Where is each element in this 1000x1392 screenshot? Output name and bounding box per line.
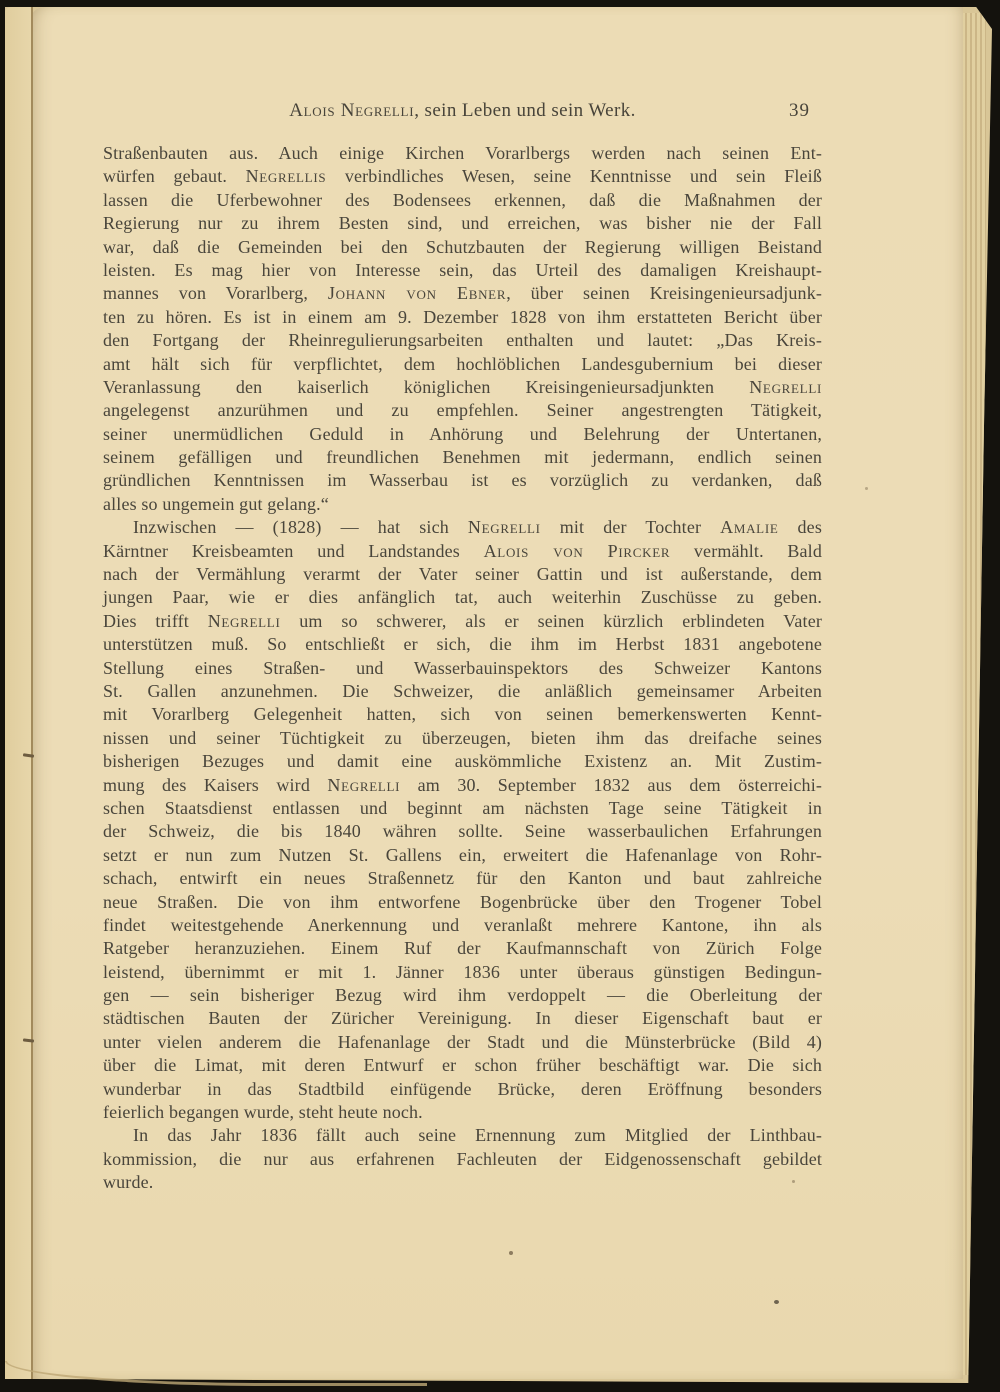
running-header [103, 100, 822, 126]
text-segment: mit Vorarlberg Gelegenheit hatten, sich von seinen bemerkenswerten Kennt- [103, 704, 822, 725]
text-line [103, 586, 822, 609]
paragraph [103, 142, 822, 516]
text-segment: St. Gallen anzunehmen. Die Schweizer, die anläßlich gemeinsamer Arbeiten [103, 680, 822, 701]
text-line [103, 774, 822, 797]
paper-speck [774, 1300, 779, 1304]
text-line [103, 1124, 822, 1147]
text-line [103, 1007, 822, 1030]
text-segment: Veranlassung den kaiserlich königlichen Kreisingenieursadjunkten [103, 376, 750, 397]
text-line [103, 516, 822, 539]
text-segment: den Fortgang der Rheinregulierungsarbeiten enthalten und lautet: „Das Kreis- [103, 330, 822, 351]
smallcaps-name: Alois Negrelli [289, 100, 415, 121]
text-segment: ten zu hören. Es ist in einem am 9. Dezember 1828 von ihm erstatteten Bericht über [103, 306, 822, 327]
smallcaps-name: Negrelli [327, 774, 401, 795]
text-line [103, 353, 822, 376]
text-line [103, 1101, 822, 1124]
text-segment: wurde. [103, 1172, 154, 1193]
paragraph [103, 1124, 822, 1194]
text-line [103, 329, 822, 352]
text-segment: wunderbar in das Stadtbild einfügende Brücke, deren Eröffnung besonders [103, 1078, 822, 1099]
paper-speck [509, 1251, 513, 1255]
text-line [103, 142, 822, 165]
text-line [103, 610, 822, 633]
text-segment: am 30. September 1832 aus dem österreichi- [400, 774, 822, 795]
text-segment: städtischen Bauten der Züricher Vereinigung. In dieser Eigenschaft baut er [103, 1008, 822, 1029]
text-segment: leisten. Es mag hier von Interesse sein, das Urteil des damaligen Kreishaupt- [103, 259, 822, 280]
smallcaps-name: Negrelli [749, 376, 822, 397]
text-segment: feierlich begangen wurde, steht heute noch. [103, 1102, 423, 1123]
text-segment: amt hält sich für verpflichtet, dem hochlöblichen Landesgubernium bei dieser [103, 353, 822, 374]
text-segment: um so schwerer, als er seinen kürzlich erblindeten Vater [280, 610, 822, 631]
text-line [103, 189, 822, 212]
text-line [103, 306, 822, 329]
text-line [103, 212, 822, 235]
text-segment: verbindliches Wesen, seine Kenntnisse und sein Fleiß [326, 166, 822, 187]
text-segment: nach der Vermählung verarmt der Vater seiner Gattin und ist außerstande, dem [103, 564, 822, 585]
text-segment: leistend, übernimmt er mit 1. Jänner 1836 unter überaus günstigen Bedingun- [103, 961, 822, 982]
text-line [103, 727, 822, 750]
text-line [103, 376, 822, 399]
text-line [103, 563, 822, 586]
text-line [103, 1078, 822, 1101]
text-line [103, 446, 822, 469]
text-segment: der Schweiz, die bis 1840 währen sollte. Seine wasserbaulichen Erfahrungen [103, 821, 822, 842]
text-segment: , über seinen Kreisingenieursadjunk- [506, 283, 822, 304]
text-line [103, 1171, 822, 1194]
text-segment: gen — sein bisheriger Bezug wird ihm verdoppelt — die Oberleitung der [103, 985, 822, 1006]
smallcaps-name: Negrelli [207, 610, 281, 631]
text-line [103, 797, 822, 820]
text-segment: kommission, die nur aus erfahrenen Fachleuten der Eidgenossenschaft gebildet [103, 1148, 822, 1169]
text-segment: des [778, 517, 822, 538]
smallcaps-name: Alois von Pircker [483, 540, 671, 561]
text-line [103, 750, 822, 773]
text-line [103, 1148, 822, 1171]
bottom-page-curl [5, 1361, 427, 1386]
text-line [103, 984, 822, 1007]
page-number: 39 [789, 100, 810, 121]
smallcaps-name: Johann von Ebner [327, 283, 507, 304]
page-body-text [103, 142, 822, 1195]
smallcaps-name: Negrellis [245, 166, 327, 187]
paragraph [103, 516, 822, 1124]
text-line [103, 937, 822, 960]
text-segment: , sein Leben und sein Werk. [414, 100, 636, 121]
text-line [103, 399, 822, 422]
text-segment: Regierung nur zu ihrem Besten sind, und erreichen, was bisher nie der Fall [103, 213, 822, 234]
text-segment: neue Straßen. Die von ihm entworfene Bogenbrücke über den Trogener Tobel [103, 891, 822, 912]
text-line [103, 961, 822, 984]
smallcaps-name: Negrelli [467, 517, 541, 538]
text-segment: alles so ungemein gut gelang.“ [103, 493, 329, 514]
text-segment: seinem gefälligen und freundlichen Benehmen mit jedermann, endlich seinen [103, 447, 822, 468]
smallcaps-name: Amalie [720, 517, 779, 538]
text-segment: Straßenbauten aus. Auch einige Kirchen Vorarlbergs werden nach seinen Ent- [103, 143, 822, 163]
text-line [103, 914, 822, 937]
text-segment: Stellung eines Straßen- und Wasserbauinspektors des Schweizer Kantons [103, 657, 822, 678]
text-segment: vermählt. Bald [670, 540, 822, 561]
text-segment: mannes von Vorarlberg, [103, 283, 328, 304]
text-segment: Kärntner Kreisbeamten und Landstandes [103, 540, 484, 561]
text-line [103, 891, 822, 914]
text-segment: Inzwischen — (1828) — hat sich [133, 517, 468, 538]
gutter-fold [5, 7, 33, 1379]
text-segment: mit der Tochter [540, 517, 721, 538]
text-segment: jungen Paar, wie er dies anfänglich tat, auch weiterhin Zuschüsse zu geben. [103, 587, 822, 608]
text-segment: schen Staatsdienst entlassen und beginnt am nächsten Tage seine Tätigkeit in [103, 797, 822, 818]
text-segment: bisherigen Bezuges und damit eine auskömmliche Existenz an. Mit Zustim- [103, 751, 822, 772]
text-line [103, 259, 822, 282]
text-line [103, 633, 822, 656]
text-segment: würfen gebaut. [103, 166, 246, 187]
text-line [103, 680, 822, 703]
text-segment: war, daß die Gemeinden bei den Schutzbauten der Regierung willigen Beistand [103, 236, 822, 257]
text-line [103, 282, 822, 305]
text-segment: Dies trifft [103, 610, 208, 631]
text-segment: findet weitestgehende Anerkennung und veranlaßt mehrere Kantone, ihn als [103, 914, 822, 935]
text-segment: Ratgeber heranzuziehen. Einem Ruf der Kaufmannschaft von Zürich Folge [103, 938, 822, 959]
text-segment: In das Jahr 1836 fällt auch seine Ernennung zum Mitglied der Linthbau- [133, 1125, 822, 1146]
text-segment: unter vielen anderem die Hafenanlage der Stadt und die Münsterbrücke (Bild 4) [103, 1031, 822, 1052]
text-line [103, 493, 822, 516]
text-line [103, 236, 822, 259]
paper-speck [865, 487, 868, 490]
text-line [103, 1031, 822, 1054]
text-line [103, 867, 822, 890]
text-line [103, 1054, 822, 1077]
text-segment: mung des Kaisers wird [103, 774, 328, 795]
text-line [103, 423, 822, 446]
text-line [103, 165, 822, 188]
text-line [103, 469, 822, 492]
text-segment: schach, entwirft ein neues Straßennetz für den Kanton und baut zahlreiche [103, 868, 822, 889]
text-line [103, 844, 822, 867]
text-segment: über die Limat, mit deren Entwurf er schon früher beschäftigt war. Die sich [103, 1055, 822, 1076]
text-segment: angelegenst anzurühmen und zu empfehlen. Seiner angestrengten Tätigkeit, [103, 400, 822, 421]
text-line [103, 657, 822, 680]
text-segment: gründlichen Kenntnissen im Wasserbau ist es vorzüglich zu verdanken, daß [103, 470, 822, 491]
text-line [103, 820, 822, 843]
text-line [103, 703, 822, 726]
text-segment: lassen die Uferbewohner des Bodensees erkennen, daß die Maßnahmen der [103, 189, 822, 210]
page-edge-ridges [960, 13, 986, 1375]
text-segment: seiner unermüdlichen Geduld in Anhörung und Belehrung der Untertanen, [103, 423, 822, 444]
text-segment: nissen und seiner Tüchtigkeit zu überzeugen, bieten ihm das dreifache seines [103, 727, 822, 748]
text-segment: unterstützen muß. So entschließt er sich, die ihm im Herbst 1831 angebotene [103, 634, 822, 655]
text-segment: setzt er nun zum Nutzen St. Gallens ein, erweitert die Hafenanlage von Rohr- [103, 844, 822, 865]
text-line [103, 540, 822, 563]
running-header-title [103, 100, 822, 122]
